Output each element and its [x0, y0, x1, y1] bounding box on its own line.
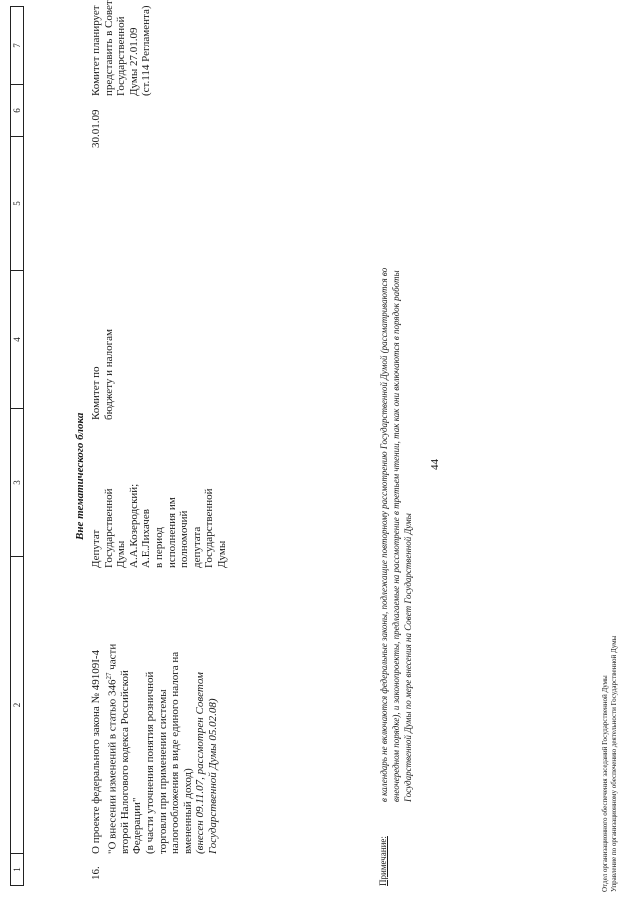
description-line: О проекте федерального закона № 49109І-4	[90, 649, 102, 854]
footer-directorate: Управление по организационному обеспечению деятельности Государственной Думы	[610, 635, 618, 892]
column-number-2: 2	[11, 557, 23, 854]
initiator-line: Государственной	[203, 488, 216, 568]
initiator-line: исполнения им	[165, 497, 178, 568]
description-line: второй Налогового кодекса Российской	[118, 670, 131, 854]
description-italic-line: (внесен 09.11.07, рассмотрен Советом	[194, 672, 207, 854]
initiator-line: Думы	[115, 540, 128, 568]
remark-line: Думы 27.01.09	[127, 27, 140, 96]
column-number-6: 6	[11, 85, 23, 137]
row-index: 16.	[90, 866, 102, 880]
note-line: внеочередном порядке), и законопроекты, предлагаемые на рассмотрение в третьем чтении, так как они включаются в порядок работы	[391, 270, 401, 802]
responsible-committee	[90, 288, 115, 420]
description-line: вмененный доход)	[181, 768, 194, 854]
remark-line: (ст.114 Регламента)	[140, 5, 153, 96]
column-number-4: 4	[11, 271, 23, 409]
note-line: Государственной Думы по мере внесения на Совет Государственной Думы	[403, 513, 413, 802]
initiator-line: Депутат	[90, 529, 102, 568]
column-number-3: 3	[11, 409, 23, 557]
initiator-line: полномочий	[178, 510, 191, 568]
description-italic-line: Государственной Думы 05.02.08)	[207, 698, 219, 854]
initiator-line: А.Е.Лихачев	[140, 509, 153, 568]
remark	[90, 0, 153, 96]
remark-line: Комитет планирует	[90, 5, 102, 96]
initiator	[90, 428, 229, 568]
column-number-7: 7	[11, 7, 23, 85]
committee-line: Комитет по	[90, 366, 102, 420]
table-header-row	[10, 6, 24, 886]
remark-line: представить в Совет	[102, 0, 115, 96]
footer-department: Отдел организационного обеспечения заседаний Государственной Думы	[601, 675, 609, 892]
bill-description	[90, 572, 220, 854]
description-superscript: 27	[104, 672, 113, 680]
description-line: Федерации"	[131, 797, 144, 854]
remark-line: Государственной	[115, 16, 128, 96]
initiator-line: Государственной	[102, 488, 115, 568]
page-number: 44	[429, 459, 441, 470]
description-line: (в части уточнения понятия розничной	[144, 671, 157, 854]
date: 30.01.09	[90, 109, 102, 148]
description-line: торговли при применении системы	[156, 689, 169, 854]
note-label: Примечание:	[378, 836, 388, 886]
note-line: в календарь не включаются федеральные законы, подлежащие повторному рассмотрению Государственной Думой (рассматриваются во	[379, 267, 389, 802]
note-text	[378, 22, 414, 802]
column-number-1: 1	[12, 867, 22, 872]
committee-line: бюджету и налогам	[102, 329, 115, 420]
description-line: "О внесении изменений в статью $346^{27}$ части	[104, 643, 119, 854]
initiator-line: Думы	[215, 540, 228, 568]
column-number-5: 5	[11, 137, 23, 271]
initiator-line: депутата	[190, 526, 203, 568]
initiator-line: А.А.Козеродский;	[127, 483, 140, 568]
section-title: Вне тематического блока	[74, 412, 86, 540]
initiator-line: в период	[152, 527, 165, 568]
description-line: налогообложения в виде единого налога на	[169, 651, 182, 854]
